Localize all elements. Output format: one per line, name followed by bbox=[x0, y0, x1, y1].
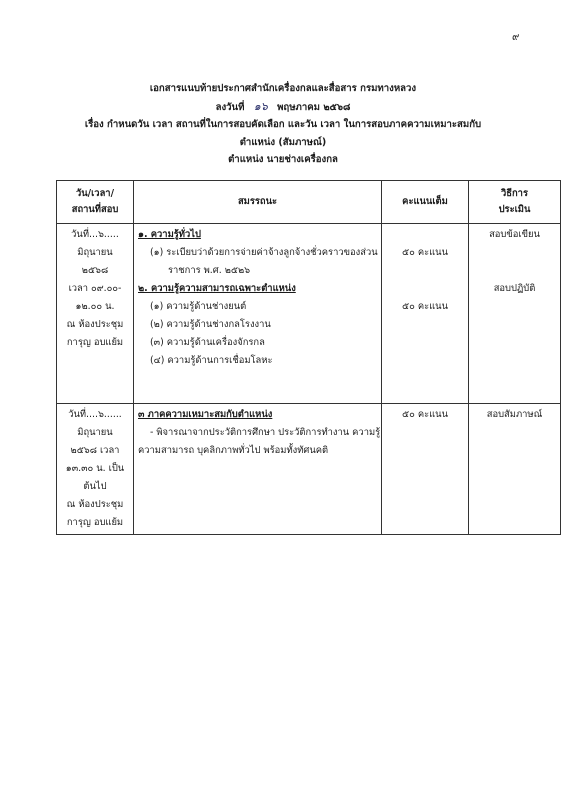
header-position: ตำแหน่ง นายช่างเครื่องกล bbox=[228, 154, 338, 165]
table-row bbox=[57, 224, 561, 404]
row2-method: สอบสัมภาษณ์ bbox=[469, 404, 561, 535]
row1-date-line: ๒๕๖๘ bbox=[81, 265, 109, 276]
document-header bbox=[0, 80, 566, 169]
handwritten-date-day: ๑๖ bbox=[253, 99, 268, 113]
header-competency: สมรรถนะ bbox=[134, 181, 382, 224]
section2-item: (๑) ความรู้ด้านช่างยนต์ bbox=[150, 301, 247, 312]
section1-item: (๑) ระเบียบว่าด้วยการจ่ายค่าจ้างลูกจ้างชั่วคราวของส่วน bbox=[150, 247, 378, 258]
table-row bbox=[57, 404, 561, 535]
header-date bbox=[0, 98, 566, 117]
date-prefix: ลงวันที่ bbox=[215, 101, 245, 113]
score-practical: ๕๐ คะแนน bbox=[402, 301, 448, 312]
section2-title: ๒. ความรู้ความสามารถเฉพาะตำแหน่ง bbox=[138, 283, 296, 294]
section2-item: (๒) ความรู้ด้านช่างกลโรงงาน bbox=[150, 319, 271, 330]
header-date-place bbox=[57, 181, 134, 224]
header-subject-cont: ตำแหน่ง (สัมภาษณ์) bbox=[239, 136, 327, 148]
header-subject: เรื่อง กำหนดวัน เวลา สถานที่ในการสอบคัดเลือก และวัน เวลา ในการสอบภาคความเหมาะสมกับ bbox=[84, 119, 482, 130]
score-written: ๕๐ คะแนน bbox=[402, 247, 448, 258]
row1-date-line: วันที่...๖..... bbox=[71, 229, 119, 240]
date-suffix: พฤษภาคม ๒๕๖๘ bbox=[277, 101, 351, 113]
header-method-line1: วิธีการ bbox=[501, 188, 528, 199]
row2-date-line: ๑๓.๓๐ น. เป็น bbox=[65, 463, 125, 474]
header-method-line2: ประเมิน bbox=[498, 204, 531, 215]
section3-line: - พิจารณาจากประวัติการศึกษา ประวัติการทำงาน ความรู้ bbox=[150, 427, 381, 438]
section1-title: ๑. ความรู้ทั่วไป bbox=[138, 229, 201, 240]
row2-score: ๕๐ คะแนน bbox=[382, 404, 469, 535]
section2-item: (๔) ความรู้ด้านการเชื่อมโลหะ bbox=[150, 355, 273, 366]
row2-date-line: วันที่....๖...... bbox=[68, 409, 122, 420]
row1-date-place bbox=[57, 224, 134, 404]
section3-title: ๓ ภาคความเหมาะสมกับตำแหน่ง bbox=[138, 409, 273, 420]
page-number: ๙ bbox=[512, 32, 520, 43]
row1-competency bbox=[134, 224, 382, 404]
row2-date-place bbox=[57, 404, 134, 535]
header-date-place-line1: วัน/เวลา/ bbox=[76, 188, 114, 199]
row2-date-line: การุญ อบแย้ม bbox=[66, 517, 124, 528]
row2-date-line: มิถุนายน bbox=[77, 427, 113, 438]
row2-date-line: ณ ห้องประชุม bbox=[66, 499, 124, 510]
table-header-row bbox=[57, 181, 561, 224]
header-title: เอกสารแนบท้ายประกาศสำนักเครื่องกลและสื่อสาร กรมทางหลวง bbox=[149, 83, 417, 94]
section1-item-cont: ราชการ พ.ศ. ๒๕๒๖ bbox=[168, 265, 251, 276]
row2-date-line: ๒๕๖๘ เวลา bbox=[70, 445, 120, 456]
row1-date-line: เวลา ๐๙.๐๐- bbox=[68, 283, 122, 294]
header-date-place-line2: สถานที่สอบ bbox=[71, 204, 119, 215]
header-method bbox=[469, 181, 561, 224]
row2-date-line: ต้นไป bbox=[83, 481, 107, 492]
exam-schedule-table bbox=[56, 180, 561, 535]
section2-item: (๓) ความรู้ด้านเครื่องจักรกล bbox=[150, 337, 265, 348]
row1-score bbox=[382, 224, 469, 404]
row1-date-line: ๑๒.๐๐ น. bbox=[75, 301, 115, 312]
row1-method bbox=[469, 224, 561, 404]
method-written: สอบข้อเขียน bbox=[489, 229, 540, 240]
method-practical: สอบปฏิบัติ bbox=[493, 283, 536, 294]
header-full-score: คะแนนเต็ม bbox=[382, 181, 469, 224]
row1-date-line: มิถุนายน bbox=[77, 247, 113, 258]
row1-date-line: ณ ห้องประชุม bbox=[66, 319, 124, 330]
section3-line: ความสามารถ บุคลิกภาพทั่วไป พร้อมทั้งทัศนคติ bbox=[138, 445, 329, 456]
row2-competency bbox=[134, 404, 382, 535]
row1-date-line: การุญ อบแย้ม bbox=[66, 337, 124, 348]
